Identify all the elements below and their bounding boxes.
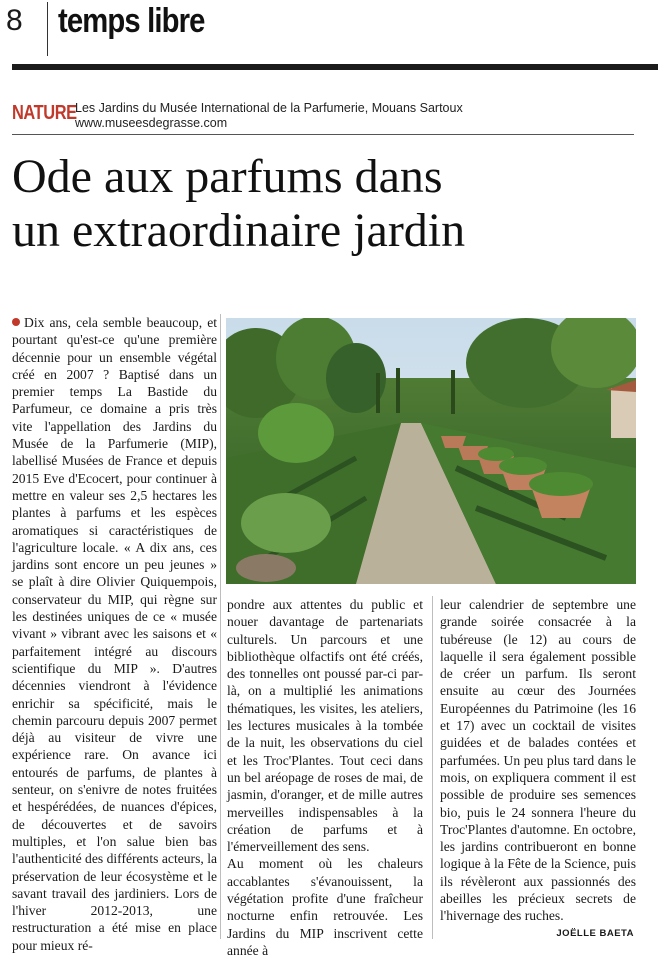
paragraph bbox=[12, 314, 217, 954]
category-tag: NATURE bbox=[12, 102, 77, 124]
bullet-icon bbox=[12, 318, 20, 326]
column-divider bbox=[220, 314, 221, 939]
garden-photo bbox=[226, 318, 636, 584]
kicker bbox=[75, 101, 463, 131]
headline-line-1: Ode aux parfums dans bbox=[12, 150, 443, 203]
body-column-3 bbox=[440, 596, 636, 925]
author-byline: JOËLLE BAETA bbox=[556, 928, 634, 939]
article-headline bbox=[12, 150, 652, 258]
paragraph: Au moment où les chaleurs accablantes s'évanouissent, la végétation profite d'une fraîcheur nocturne enfin retrouvée. Les Jardins du MIP inscrivent cette année à bbox=[227, 856, 423, 958]
masthead-divider bbox=[47, 2, 48, 56]
kicker-divider bbox=[12, 134, 634, 135]
column-1-text: Dix ans, cela semble beaucoup, et pourtant qu'est-ce qu'une première décennie pour un ensemble végétal créé en 2007 ? Baptisé dans un premier temps La Bastide du Parfumeur, ce domaine a pris très vite l'appellation des Jardins du Musée de la Parfumerie (MIP), labellisé Musées de France et depuis 2015 Eve d'Ecocert, pour continuer à mettre en valeur ses 2,5 hectares les plantes à parfums et les espèces aromatiques si caractéristiques de l'agriculture locale. « A dix ans, ces jardins sont encore un peu jeunes » se plaît à dire Olivier Quiquempois, conservateur du MIP, qui règne sur les destinées uniques de ce « musée vivant » vibrant avec les saisons et « parfaitement intégré au discours scientifique du MIP ». D'autres décennies viendront à l'évidence enrichir sa spécificité, mais le chemin parcouru depuis 2007 permet déjà au visiteur de vivre une expérience rare. On avance ici entourés de parfums, de plantes à senteur, on s'enivre de notes fruitées et hespérédées, de nuances d'épices, de découvertes et de savoirs multiples, et l'on salue bien bas l'authenticité des différents acteurs, la préservation de leur écosystème et le savant travail des jardiniers. Lors de l'hiver 2012-2013, une restructuration a été mise en place pour mieux ré- bbox=[12, 315, 217, 953]
paragraph: pondre aux attentes du public et nouer davantage de partenariats culturels. Un parcours et une bibliothèque olfactifs ont été créés, des tonnelles ont poussé par-ci par-là, on a multiplié les animations thématiques, les visites, les ateliers, les lectures musicales à la tombée de la nuit, les observations du ciel et les Troc'Plantes. Tout ceci dans un bel aréopage de roses de mai, de jasmin, d'oranger, et de mille autres merveilles indispensables à la création de parfums et à l'émerveillement des sens. bbox=[227, 597, 423, 855]
section-title: temps libre bbox=[58, 2, 205, 40]
headline-line-2: un extraordinaire jardin bbox=[12, 204, 466, 257]
column-divider bbox=[432, 596, 433, 939]
page-number: 8 bbox=[6, 4, 23, 37]
body-column-1 bbox=[12, 314, 217, 954]
body-column-2 bbox=[227, 596, 423, 959]
paragraph: leur calendrier de septembre une grande soirée consacrée à la tubéreuse (le 12) au cours de laquelle il sera également possible de créer un parfum. Ils seront ensuite au cœur des Journées Européennes du Patrimoine (les 16 et 17) avec un cocktail de visites guidées et de balades contées et parfumées. Un peu plus tard dans le mois, on expliquera comment il est possible de produire ses semences bio, puis le 24 sonnera l'heure du Troc'Plantes d'automne. En octobre, les jardins contribueront en bonne logique à la Fête de la Science, puis ils révèleront aux passionnés des abeilles les précieux secrets de l'hivernage des ruches. bbox=[440, 597, 636, 924]
top-rule bbox=[12, 64, 658, 70]
kicker-venue: Les Jardins du Musée International de la Parfumerie, Mouans Sartoux bbox=[75, 101, 463, 115]
kicker-website-link[interactable]: www.museesdegrasse.com bbox=[75, 116, 228, 130]
masthead bbox=[0, 0, 658, 62]
